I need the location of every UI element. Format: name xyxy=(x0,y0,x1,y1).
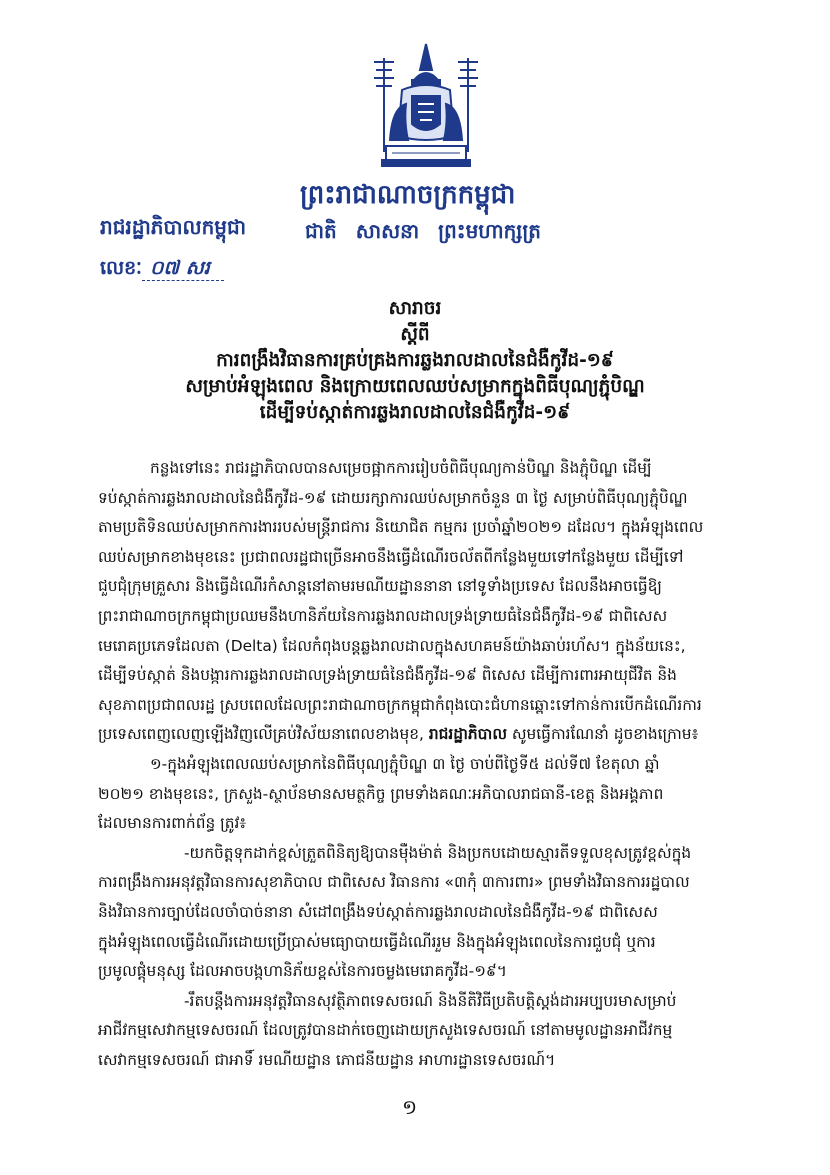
body-line: ឈប់សម្រាកខាងមុខនេះ ប្រជាពលរដ្ឋជាច្រើនអាចនឹងធ្វើដំណើរចល័តពីកន្លែងមួយទៅកន្លែងមួយ ដើម្បីទៅ xyxy=(98,547,684,566)
body-line: សេវាកម្មទេសចរណ៍ ជាអាទិ៍ រមណីយដ្ឋាន ភោជនីយដ្ឋាន អាហារដ្ឋានទេសចរណ៍។ xyxy=(98,1050,556,1069)
body-line: -រឹតបន្តឹងការអនុវត្តវិធានសុវត្ថិភាពទេសចរណ៍ និងនីតិវិធីប្រតិបត្តិស្តង់ដារអប្បបរមាសម្រាប់ xyxy=(184,991,677,1010)
government-name: រាជរដ្ឋាភិបាលកម្ពុជា xyxy=(100,215,246,239)
government-emphasis: រាជរដ្ឋាភិបាល xyxy=(428,725,507,744)
body-line: -យកចិត្តទុកដាក់ខ្ពស់ត្រួតពិនិត្យឱ្យបានម៉ឺងម៉ាត់ និងប្រកបដោយស្មារតីទទួលខុសត្រូវខ្ពស់ក្នុង xyxy=(184,843,692,862)
body-text: ប្រទេសពេញលេញឡើងវិញលើគ្រប់វិស័យនាពេលខាងមុខ, xyxy=(98,725,429,744)
body-line: និងវិធានការច្បាប់ដែលចាំបាច់នានា សំដៅពង្រឹងទប់ស្កាត់ការឆ្លងរាលដាលនៃជំងឺកូវីដ-១៩ ជាពិសេស xyxy=(98,902,658,921)
document-title xyxy=(80,296,750,426)
body-line: ប្រមូលផ្តុំមនុស្ស ដែលអាចបង្កហានិភ័យខ្ពស់នៃការចម្លងមេរោគកូវីដ-១៩។ xyxy=(98,962,507,981)
body-line: ទប់ស្កាត់ការឆ្លងរាលដាលនៃជំងឺកូវីដ-១៩ ដោយរក្សាការឈប់សម្រាកចំនួន ៣ ថ្ងៃ សម្រាប់ពិធីបុណ្យភ្ជុំបិណ្ឌ xyxy=(98,488,688,507)
reference-number xyxy=(100,256,224,284)
body-line: ដែលមានការពាក់ព័ន្ធ ត្រូវ៖ xyxy=(98,814,247,833)
body-text: សូមធ្វើការណែនាំ ដូចខាងក្រោម៖ xyxy=(506,725,699,744)
title-subject-line-2: សម្រាប់អំឡុងពេល និងក្រោយពេលឈប់សម្រាកក្នុងពិធីបុណ្យភ្ជុំបិណ្ឌ xyxy=(185,376,645,397)
ref-label: លេខៈ xyxy=(100,257,142,279)
document-body xyxy=(98,454,738,1075)
body-line: ដើម្បីទប់ស្កាត់ និងបង្ការការឆ្លងរាលដាលទ្រង់ទ្រាយធំនៃជំងឺកូវីដ-១៩ ពិសេស ដើម្បីការពារអាយុជីវិត និង xyxy=(98,666,677,685)
national-motto: ជាតិ សាសនា ព្រះមហាក្សត្រ xyxy=(305,219,541,243)
title-circular: សារាចរ xyxy=(388,298,442,319)
royal-coat-of-arms-icon xyxy=(362,40,490,174)
body-line: អាជីវកម្មសេវាកម្មទេសចរណ៍ ដែលត្រូវបានដាក់ចេញដោយក្រសួងទេសចរណ៍ នៅតាមមូលដ្ឋានអាជីវកម្ម xyxy=(98,1021,673,1040)
body-line: មេរោគប្រភេទដែលតា (Delta) ដែលកំពុងបន្តឆ្លងរាលដាលក្នុងសហគមន៍យ៉ាងឆាប់រហ័ស។ ក្នុងន័យនេះ, xyxy=(98,636,686,655)
kingdom-heading: ព្រះរាជាណាចក្រកម្ពុជា xyxy=(300,180,516,210)
body-line: កន្លងទៅនេះ រាជរដ្ឋាភិបាលបានសម្រេចផ្អាកការរៀបចំពិធីបុណ្យកាន់បិណ្ឌ និងភ្ជុំបិណ្ឌ ដើម្បី xyxy=(150,459,652,477)
ref-number-value: ០៧ សរ xyxy=(142,257,224,281)
title-regarding: ស្តីពី xyxy=(400,324,430,345)
body-line: សុខភាពប្រជាពលរដ្ឋ ស្របពេលដែលព្រះរាជាណាចក្រកម្ពុជាកំពុងបោះជំហានឆ្ពោះទៅកាន់ការបើកដំណើរការ xyxy=(98,695,702,714)
body-line: ក្នុងអំឡុងពេលធ្វើដំណើរដោយប្រើប្រាស់មធ្យោបាយធ្វើដំណើររួម និងក្នុងអំឡុងពេលនៃការជួបជុំ ឬការ xyxy=(98,932,656,951)
body-line: ២០២១ ខាងមុខនេះ, ក្រសួង-ស្ថាប័នមានសមត្ថកិច្ច ព្រមទាំងគណៈអភិបាលរាជធានី-ខេត្ត និងអង្គភាព xyxy=(98,784,664,803)
body-line: ១-ក្នុងអំឡុងពេលឈប់សម្រាកនៃពិធីបុណ្យភ្ជុំបិណ្ឌ ៣ ថ្ងៃ ចាប់ពីថ្ងៃទី៥ ដល់ទី៧ ខែតុលា ឆ្នាំ xyxy=(150,754,660,773)
title-subject-line-1: ការពង្រឹងវិធានការគ្រប់គ្រងការឆ្លងរាលដាលនៃជំងឺកូវីដ-១៩ xyxy=(216,350,614,371)
body-line: ព្រះរាជាណាចក្រកម្ពុជាប្រឈមនឹងហានិភ័យនៃការឆ្លងរាលដាលទ្រង់ទ្រាយធំនៃជំងឺកូវីដ-១៩ ជាពិសេស xyxy=(98,606,668,625)
body-line: តាមប្រតិទិនឈប់សម្រាកការងាររបស់មន្ត្រីរាជការ និយោជិត កម្មករ ប្រចាំឆ្នាំ២០២១ ដដែល។ ក្នុងអំឡុងពេល xyxy=(98,518,704,537)
title-subject-line-3: ដើម្បីទប់ស្កាត់ការឆ្លងរាលដាលនៃជំងឺកូវីដ-១៩ xyxy=(259,402,571,423)
body-line: ការពង្រឹងការអនុវត្តវិធានការសុខាភិបាល ជាពិសេស វិធានការ «៣កុំ ៣ការពារ» ព្រមទាំងវិធានការរដ្ឋបាល xyxy=(98,873,690,892)
body-line xyxy=(98,720,738,750)
page-number: ១ xyxy=(402,1095,418,1119)
body-line: ជួបជុំក្រុមគ្រួសារ និងធ្វើដំណើរកំសាន្តនៅតាមរមណីយដ្ឋាននានា នៅទូទាំងប្រទេស ដែលនឹងអាចធ្វើឱ្យ xyxy=(98,577,662,596)
